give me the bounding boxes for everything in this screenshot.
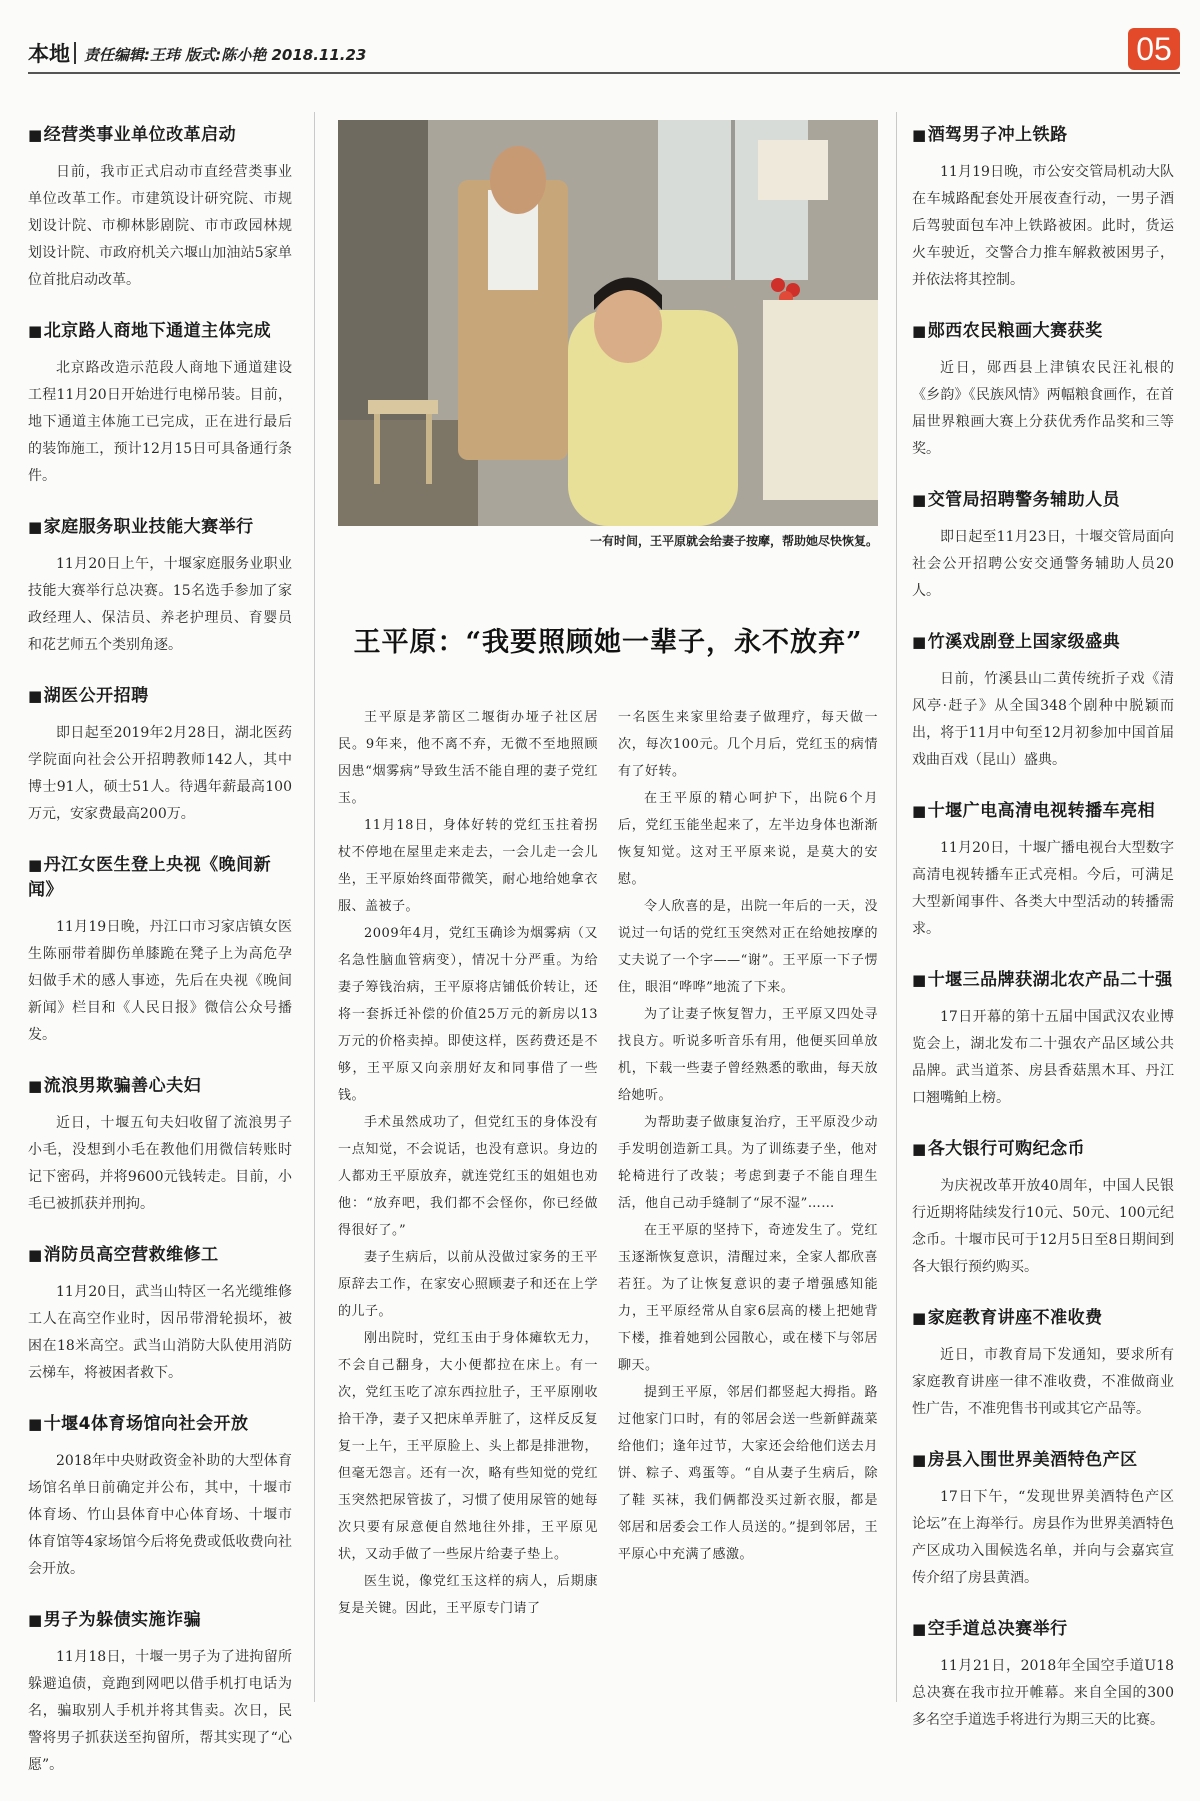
news-brief (912, 316, 1174, 463)
news-brief (912, 1445, 1174, 1592)
brief-text: 11月18日，十堰一男子为了进拘留所躲避追债，竟跑到网吧以借手机打电话为名，骗取别人手机并将其售卖。次日，民警将男子抓获送至拘留所，帮其实现了“心愿”。 (28, 1649, 292, 1773)
brief-text: 17日下午，“发现世界美酒特色产区论坛”在上海举行。房县作为世界美酒特色产区成功入围候选名单，并向与会嘉宾宣传介绍了房县黄酒。 (912, 1489, 1174, 1586)
news-brief (28, 316, 292, 490)
news-brief (912, 627, 1174, 774)
photo-illustration (338, 120, 878, 526)
brief-text: 11月20日上午，十堰家庭服务业职业技能大赛举行总决赛。15名选手参加了家政经理人、保洁员、养老护理员、育婴员和花艺师五个类别角逐。 (28, 556, 292, 653)
brief-title: ■ 竹溪戏剧登上国家级盛典 (912, 627, 1174, 652)
article-paragraph: 在王平原的精心呵护下，出院6个月后，党红玉能坐起来了，左半边身体也渐渐恢复知觉。这对王平原来说，是莫大的安慰。 (618, 791, 878, 887)
article-paragraph: 妻子生病后，以前从没做过家务的王平原辞去工作，在家安心照顾妻子和还在上学的儿子。 (338, 1250, 598, 1319)
brief-title: ■ 流浪男欺骗善心夫妇 (28, 1071, 292, 1096)
news-brief (28, 1409, 292, 1583)
brief-title: ■ 家庭教育讲座不准收费 (912, 1303, 1174, 1328)
brief-text: 近日，十堰五旬夫妇收留了流浪男子小毛，没想到小毛在教他们用微信转账时记下密码，并将9600元钱转走。目前，小毛已被抓获并刑拘。 (28, 1115, 292, 1212)
article-paragraph: 为了让妻子恢复智力，王平原又四处寻找良方。听说多听音乐有用，他便买回单放机，下载一些妻子曾经熟悉的歌曲，每天放给她听。 (618, 1007, 878, 1103)
article-paragraph: 11月18日，身体好转的党红玉拄着拐杖不停地在屋里走来走去，一会儿走一会儿坐，王平原始终面带微笑，耐心地给她拿衣服、盖被子。 (338, 818, 598, 914)
brief-text: 为庆祝改革开放40周年，中国人民银行近期将陆续发行10元、50元、100元纪念币。十堰市民可于12月5日至8日期间到各大银行预约购买。 (912, 1178, 1174, 1275)
brief-title: ■ 交管局招聘警务辅助人员 (912, 485, 1174, 510)
header-rule (28, 72, 1180, 74)
brief-title: ■ 房县入围世界美酒特色产区 (912, 1445, 1174, 1470)
editor-credits: 责任编辑:王玮 版式:陈小艳 2018.11.23 (84, 46, 367, 64)
column-divider (896, 112, 897, 1702)
article-paragraph: 手术虽然成功了，但党红玉的身体没有一点知觉，不会说话，也没有意识。身边的人都劝王平原放弃，就连党红玉的姐姐也劝他：“放弃吧，我们都不会怪你，你已经做得很好了。” (338, 1115, 598, 1238)
photo-caption: 一有时间，王平原就会给妻子按摩，帮助她尽快恢复。 (589, 534, 878, 548)
brief-text: 11月20日，武当山特区一名光缆维修工人在高空作业时，因吊带滑轮损坏，被困在18米高空。武当山消防大队使用消防云梯车，将被困者救下。 (28, 1284, 292, 1381)
news-brief (28, 1071, 292, 1218)
news-brief (28, 120, 292, 294)
news-brief (912, 965, 1174, 1112)
brief-text: 近日，郧西县上津镇农民汪礼根的《乡韵》《民族风情》两幅粮食画作，在首届世界粮画大赛上分获优秀作品奖和三等奖。 (912, 360, 1174, 457)
brief-text: 11月19日晚，丹江口市习家店镇女医生陈丽带着脚伤单膝跪在凳子上为高危孕妇做手术的感人事迹，先后在央视《晚间新闻》栏目和《人民日报》微信公众号播发。 (28, 919, 292, 1043)
brief-title: ■ 丹江女医生登上央视《晚间新闻》 (28, 850, 292, 900)
brief-text: 北京路改造示范段人商地下通道建设工程11月20日开始进行电梯吊装。目前，地下通道主体施工已完成，正在进行最后的装饰施工，预计12月15日可具备通行条件。 (28, 360, 292, 484)
article-paragraph: 为帮助妻子做康复治疗，王平原没少动手发明创造新工具。为了训练妻子坐，他对轮椅进行了改装；考虑到妻子不能自理生活，他自己动手缝制了“尿不湿”…… (618, 1115, 878, 1211)
brief-text: 日前，我市正式启动市直经营类事业单位改革工作。市建筑设计研究院、市规划设计院、市柳林影剧院、市市政园林规划设计院、市政府机关六堰山加油站5家单位首批启动改革。 (28, 164, 292, 288)
column-divider (314, 112, 315, 1702)
news-brief (912, 1134, 1174, 1281)
brief-title: ■ 消防员高空营救维修工 (28, 1240, 292, 1265)
article-column-2 (618, 704, 878, 1568)
news-brief (28, 512, 292, 659)
page-header (0, 0, 1200, 72)
news-brief (912, 485, 1174, 605)
page-number-badge: 05 (1128, 28, 1180, 70)
news-brief (28, 850, 292, 1049)
brief-title: ■ 郧西农民粮画大赛获奖 (912, 316, 1174, 341)
news-brief (912, 796, 1174, 943)
brief-title: ■ 各大银行可购纪念币 (912, 1134, 1174, 1159)
brief-title: ■ 酒驾男子冲上铁路 (912, 120, 1174, 145)
article-paragraph: 王平原是茅箭区二堰街办垭子社区居民。9年来，他不离不弃，无微不至地照顾因患“烟雾病”导致生活不能自理的妻子党红玉。 (338, 710, 598, 806)
section-name: 本地 (28, 42, 70, 66)
news-brief (912, 120, 1174, 294)
news-brief (912, 1614, 1174, 1734)
article-paragraph: 医生说，像党红玉这样的病人，后期康复是关键。因此，王平原专门请了 (338, 1574, 598, 1616)
brief-title: ■ 经营类事业单位改革启动 (28, 120, 292, 145)
news-brief (28, 1605, 292, 1779)
brief-title: ■ 北京路人商地下通道主体完成 (28, 316, 292, 341)
brief-title: ■ 十堰4体育场馆向社会开放 (28, 1409, 292, 1434)
news-brief (28, 681, 292, 828)
article-paragraph: 一名医生来家里给妻子做理疗，每天做一次，每次100元。几个月后，党红玉的病情有了好转。 (618, 710, 878, 779)
brief-text: 近日，市教育局下发通知，要求所有家庭教育讲座一律不准收费，不准做商业性广告，不准兜售书刊或其它产品等。 (912, 1347, 1174, 1417)
brief-text: 11月19日晚，市公安交管局机动大队在车城路配套处开展夜查行动，一男子酒后驾驶面包车冲上铁路被困。此时，货运火车驶近，交警合力推车解救被困男子，并依法将其控制。 (912, 164, 1174, 288)
right-news-column (912, 120, 1174, 1756)
news-brief (912, 1303, 1174, 1423)
brief-text: 11月20日，十堰广播电视台大型数字高清电视转播车正式亮相。今后，可满足大型新闻事件、各类大中型活动的转播需求。 (912, 840, 1174, 937)
brief-text: 17日开幕的第十五届中国武汉农业博览会上，湖北发布二十强农产品区域公共品牌。武当道茶、房县香菇黑木耳、丹江口翘嘴鲌上榜。 (912, 1009, 1174, 1106)
article-paragraph: 2009年4月，党红玉确诊为烟雾病（又名急性脑血管病变），情况十分严重。为给妻子筹钱治病，王平原将店铺低价转让，还将一套拆迁补偿的价值25万元的新房以13万元的价格卖掉。即使这样，医药费还是不够，王平原又向亲朋好友和同事借了一些钱。 (338, 926, 598, 1103)
article-paragraph: 提到王平原，邻居们都竖起大拇指。路过他家门口时，有的邻居会送一些新鲜蔬菜给他们；逢年过节，大家还会给他们送去月饼、粽子、鸡蛋等。“自从妻子生病后，除了鞋 买袜，我们俩都没买过新衣服，都是邻居和居委会工作人员送的。”提到邻居，王平原心中充满了感激。 (618, 1385, 878, 1562)
article-paragraph: 令人欣喜的是，出院一年后的一天，没说过一句话的党红玉突然对正在给她按摩的丈夫说了一个字——“谢”。王平原一下子愣住，眼泪“哗哗”地流了下来。 (618, 899, 878, 995)
brief-title: ■ 男子为躲债实施诈骗 (28, 1605, 292, 1630)
brief-title: ■ 家庭服务职业技能大赛举行 (28, 512, 292, 537)
brief-text: 即日起至11月23日，十堰交管局面向社会公开招聘公安交通警务辅助人员20人。 (912, 529, 1174, 599)
header-separator (74, 42, 76, 64)
brief-text: 即日起至2019年2月28日，湖北医药学院面向社会公开招聘教师142人，其中博士91人，硕士51人。待遇年薪最高100万元，安家费最高200万。 (28, 725, 292, 822)
left-news-column (28, 120, 292, 1801)
brief-title: ■ 空手道总决赛举行 (912, 1614, 1174, 1639)
article-column-1 (338, 704, 598, 1622)
brief-title: ■ 十堰广电高清电视转播车亮相 (912, 796, 1174, 821)
brief-title: ■ 十堰三品牌获湖北农产品二十强 (912, 965, 1174, 990)
brief-text: 11月21日，2018年全国空手道U18总决赛在我市拉开帷幕。来自全国的300多名空手道选手将进行为期三天的比赛。 (912, 1658, 1174, 1728)
article-paragraph: 在王平原的坚持下，奇迹发生了。党红玉逐渐恢复意识，清醒过来，全家人都欣喜若狂。为了让恢复意识的妻子增强感知能力，王平原经常从自家6层高的楼上把她背下楼，推着她到公园散心，或在楼下与邻居聊天。 (618, 1223, 878, 1373)
news-brief (28, 1240, 292, 1387)
brief-text: 2018年中央财政资金补助的大型体育场馆名单日前确定并公布，其中，十堰市体育场、竹山县体育中心体育场、十堰市体育馆等4家场馆今后将免费或低收费向社会开放。 (28, 1453, 292, 1577)
article-headline: 王平原：“我要照顾她一辈子，永不放弃” (353, 627, 863, 658)
brief-title: ■ 湖医公开招聘 (28, 681, 292, 706)
article-photo (338, 120, 878, 526)
brief-text: 日前，竹溪县山二黄传统折子戏《清风亭·赶子》从全国348个剧种中脱颖而出，将于11月中旬至12月初参加中国首届戏曲百戏（昆山）盛典。 (912, 671, 1174, 768)
article-paragraph: 刚出院时，党红玉由于身体瘫软无力，不会自己翻身，大小便都拉在床上。有一次，党红玉吃了凉东西拉肚子，王平原刚收拾干净，妻子又把床单弄脏了，这样反反复复一上午，王平原脸上、头上都是排泄物，但毫无怨言。还有一次，略有些知觉的党红玉突然把尿管拔了，习惯了使用尿管的她每次只要有尿意便自然地往外排，王平原见状，又动手做了一些尿片给妻子垫上。 (338, 1331, 598, 1562)
